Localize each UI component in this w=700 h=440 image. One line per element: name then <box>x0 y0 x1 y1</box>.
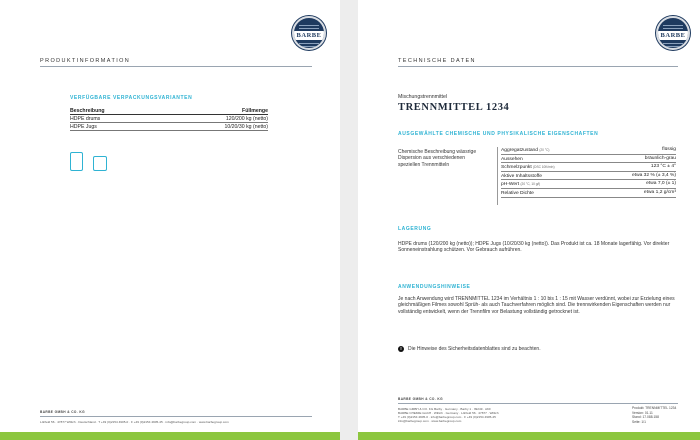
property-label: pH-Wert <box>501 182 520 188</box>
product-subtitle: Mischungstrennmittel <box>398 94 448 100</box>
cell-description: HDPE Jugs <box>70 124 97 130</box>
property-label: Aggregatzustand <box>501 148 538 153</box>
property-value: flüssig <box>662 147 676 152</box>
property-row <box>501 155 676 164</box>
property-label: Schmelzpunkt <box>501 165 532 171</box>
property-unit: (DSC 10K/min) <box>533 165 555 170</box>
footer-line: BARBE GMBH & CO. KG Barby · Germany · Barby 1 · 39249 · AKF <box>398 407 492 411</box>
footer-company: BARBE GMBH & CO. KG <box>40 410 85 414</box>
property-value: etwa 1,2 g/cm³ <box>643 189 676 195</box>
cell-quantity: 10/20/30 kg (netto) <box>224 124 268 130</box>
property-row <box>501 180 676 189</box>
cell-quantity: 120/200 kg (netto) <box>225 116 268 122</box>
section-divider <box>40 66 312 67</box>
properties-table <box>501 146 676 198</box>
footer-company: BARBE GMBH & CO. KG <box>398 397 443 401</box>
property-row <box>501 172 676 181</box>
footer-green-bar <box>358 432 700 440</box>
property-row <box>501 163 676 172</box>
meta-version: Version: 01.11 <box>632 410 653 415</box>
storage-heading: LAGERUNG <box>398 226 432 232</box>
chem-description: Chemische Beschreibung wässrige Dispersion aus verschiedenen speziellen Trennmitteln <box>398 149 477 168</box>
property-value: etwa 7,0 (± 1) <box>646 181 676 187</box>
usage-text: Je nach Anwendung wird TRENNMITTEL 1234 im Verhältnis 1 : 10 bis 1 : 15 mit Wasser verdünnt, wobei zur Erzielung eines gleichmäßigen Filmes sowohl Sprüh- als auch Tauchverfahren möglich sind. Die trennwirkenden Eigenschaften werden nur vollständig entwickelt, wenn der Trennfilm vor Belastung vollständig getrocknet ist. <box>398 296 675 315</box>
footer-green-bar <box>0 432 340 440</box>
property-value: etwa 32 % (± 3,4 %) <box>631 172 676 178</box>
chem-heading: AUSGEWÄHLTE CHEMISCHE UND PHYSIKALISCHE EIGENSCHAFTEN <box>398 131 599 137</box>
footer-divider <box>40 416 312 417</box>
safety-note: Die Hinweise des Sicherheitsdatenblattes sind zu beachten. <box>408 346 541 352</box>
meta-page: Seite: 1/1 <box>632 419 646 424</box>
section-title: PRODUKTINFORMATION <box>40 58 131 64</box>
property-unit: (20 °C) <box>539 148 550 152</box>
property-row <box>501 146 676 155</box>
storage-text: HDPE drums (120/200 kg (netto)); HDPE Jugs (10/20/30 kg (netto)). Das Produkt ist ca. 18 Monate lagerfähig. Vor direkter Sonneneinstrahlung schützen. Vor Gebrauch aufrühren. <box>398 241 670 254</box>
property-row <box>501 189 676 198</box>
footer-line: info@barbegroup.com · www.barbegroup.com <box>398 419 462 423</box>
page-produktinformation <box>0 0 340 440</box>
section-title: TECHNISCHE DATEN <box>398 58 476 64</box>
page-technische-daten <box>358 0 700 440</box>
packaging-heading: VERFÜGBARE VERPACKUNGSVARIANTEN <box>70 95 193 101</box>
footer-divider <box>398 403 678 404</box>
property-unit: (20 °C, 10 g/l) <box>520 182 541 187</box>
document-meta <box>632 406 676 424</box>
table-row <box>70 115 268 123</box>
property-label: Aussehen <box>501 156 523 162</box>
table-row <box>70 123 268 131</box>
drum-icon <box>70 152 83 171</box>
footer-address: Löhfeld 56 · 47877 Willich · Deutschland · T +49 (0)2154 4905-0 · F +49 (0)2154 4905-45 · info@barbegroup.com · www.barbegroup.com <box>40 420 229 424</box>
barbe-logo: BARBE <box>292 16 326 50</box>
property-value: 123 °C ± 4° <box>650 164 676 170</box>
property-value: bräunlich-grau <box>644 155 676 161</box>
barbe-logo: BARBE <box>656 16 690 50</box>
section-divider <box>398 66 678 67</box>
packaging-table <box>70 107 268 131</box>
meta-product: Produkt: TRENNMITTEL 1234 <box>632 406 677 410</box>
cell-description: HDPE drums <box>70 116 101 122</box>
props-divider <box>497 147 498 205</box>
property-label: Relative Dichte <box>501 190 534 196</box>
jug-icon <box>93 156 107 171</box>
header-description: Beschreibung <box>70 108 105 114</box>
property-label: Aktive Inhaltsstoffe <box>501 173 542 179</box>
product-title: TRENNMITTEL 1234 <box>398 102 510 113</box>
table-header-row <box>70 107 268 115</box>
footer-line: BARBE CHEMIE GmbH · Willich · Germany · Löhfeld 56 · 47877 · Willich <box>398 411 499 415</box>
meta-date: Stand: 17.088.158 <box>632 415 659 420</box>
usage-heading: ANWENDUNGSHINWEISE <box>398 284 471 290</box>
header-quantity: Füllmenge <box>242 108 268 114</box>
footer-line: T +49 (0)2154 4905-0 · info@barbegroup.com · F +49 (0)2154 4905-45 <box>398 415 496 419</box>
warning-icon: ! <box>398 346 404 352</box>
